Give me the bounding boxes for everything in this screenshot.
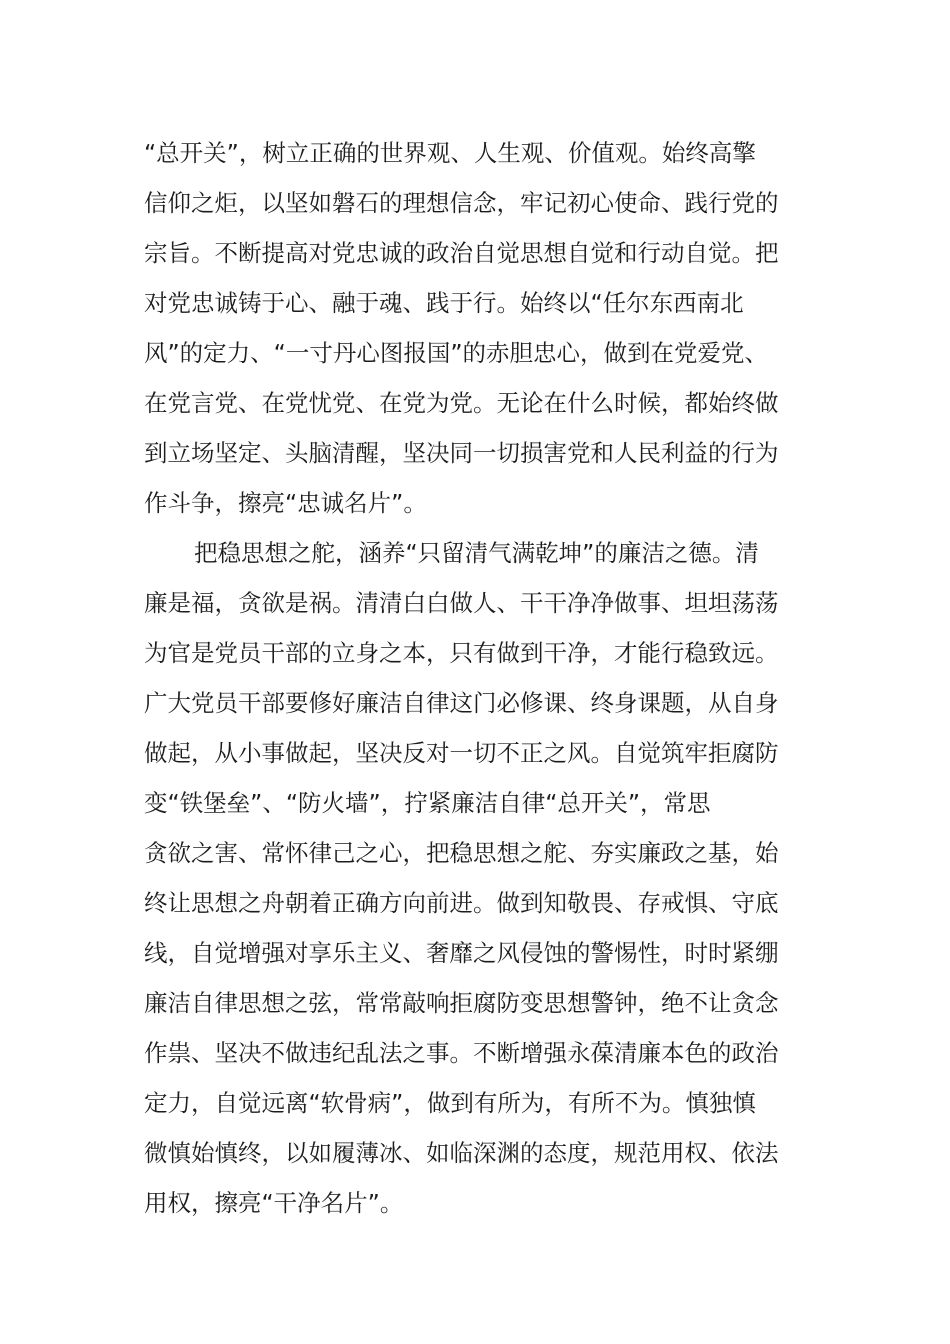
text-line: 廉是福，贪欲是祸。清清白白做人、干干净净做事、坦坦荡荡 xyxy=(144,589,779,617)
text-line: 做起，从小事做起，坚决反对一切不正之风。自觉筑牢拒腐防 xyxy=(144,739,779,767)
text-line: 用权，擦亮“干净名片”。 xyxy=(144,1189,404,1217)
paragraph-loyalty xyxy=(144,128,824,528)
paragraph-integrity xyxy=(144,528,824,1228)
text-line: “总开关”，树立正确的世界观、人生观、价值观。始终高擎 xyxy=(144,139,756,167)
text-line: 宗旨。不断提高对党忠诚的政治自觉思想自觉和行动自觉。把 xyxy=(144,239,779,267)
text-line: 变“铁堡垒”、“防火墙”，拧紧廉洁自律“总开关”，常思 xyxy=(144,789,711,817)
text-line: 廉洁自律思想之弦，常常敲响拒腐防变思想警钟，绝不让贪念 xyxy=(144,989,779,1017)
text-line: 广大党员干部要修好廉洁自律这门必修课、终身课题，从自身 xyxy=(144,689,779,717)
text-line: 线，自觉增强对享乐主义、奢靡之风侵蚀的警惕性，时时紧绷 xyxy=(144,939,779,967)
text-line: 贪欲之害、常怀律己之心，把稳思想之舵、夯实廉政之基，始 xyxy=(144,839,779,867)
body-text xyxy=(144,128,824,1228)
text-line: 为官是党员干部的立身之本，只有做到干净，才能行稳致远。 xyxy=(144,639,779,667)
text-line: 对党忠诚铸于心、融于魂、践于行。始终以“任尔东西南北 xyxy=(144,289,744,317)
text-line: 到立场坚定、头脑清醒，坚决同一切损害党和人民利益的行为 xyxy=(144,439,779,467)
text-line: 风”的定力、“一寸丹心图报国”的赤胆忠心，做到在党爱党、 xyxy=(144,339,769,367)
text-line: 信仰之炬，以坚如磐石的理想信念，牢记初心使命、践行党的 xyxy=(144,189,779,217)
text-line: 定力，自觉远离“软骨病”，做到有所为，有所不为。慎独慎 xyxy=(144,1089,756,1117)
text-line: 把稳思想之舵，涵养“只留清气满乾坤”的廉洁之德。清 xyxy=(194,539,759,567)
text-line: 终让思想之舟朝着正确方向前进。做到知敬畏、存戒惧、守底 xyxy=(144,889,779,917)
text-line: 作斗争，擦亮“忠诚名片”。 xyxy=(144,489,427,517)
text-line: 微慎始慎终，以如履薄冰、如临深渊的态度，规范用权、依法 xyxy=(144,1139,779,1167)
text-line: 在党言党、在党忧党、在党为党。无论在什么时候，都始终做 xyxy=(144,389,779,417)
text-line: 作祟、坚决不做违纪乱法之事。不断增强永葆清廉本色的政治 xyxy=(144,1039,779,1067)
